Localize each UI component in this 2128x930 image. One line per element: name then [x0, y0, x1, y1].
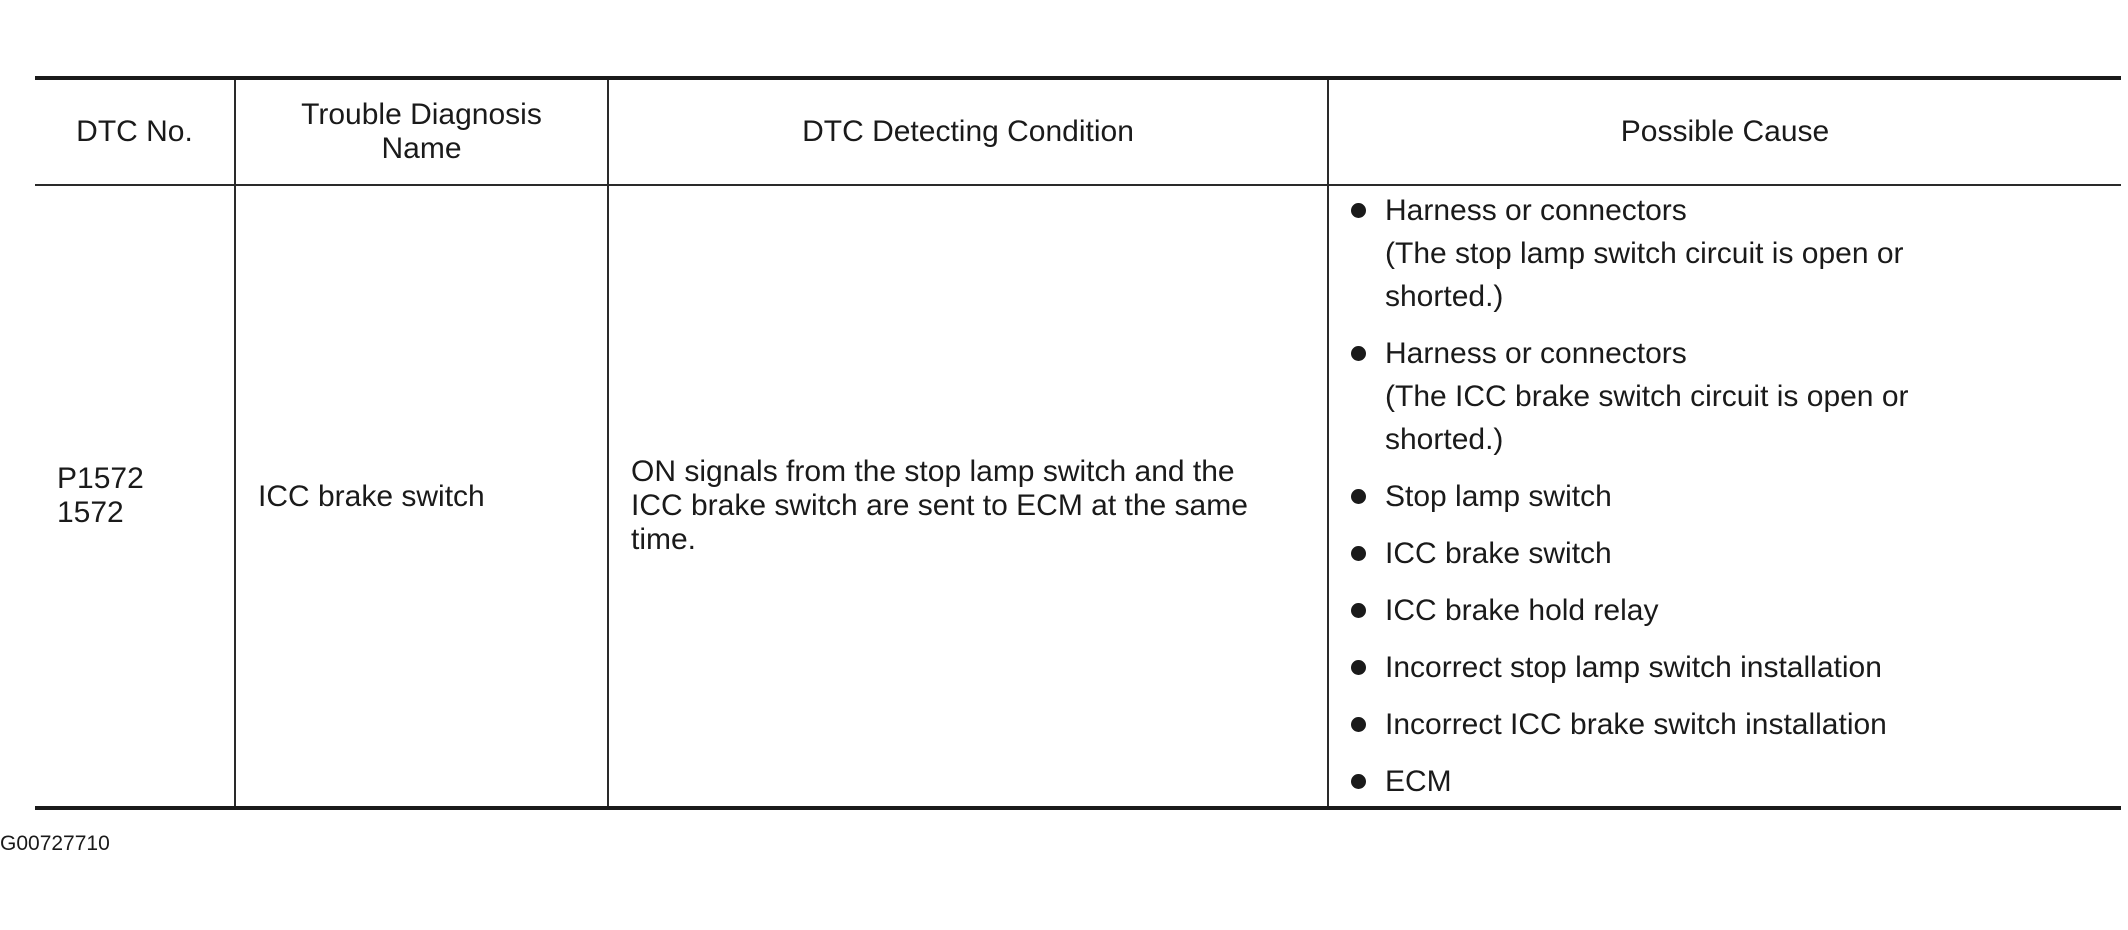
cause-2-line-1: Harness or connectors — [1385, 337, 1687, 370]
condition-line-3: time. — [631, 523, 697, 556]
list-item — [1351, 760, 2121, 803]
bullet-icon — [1351, 203, 1366, 218]
header-trouble-diagnosis-name — [235, 78, 608, 185]
header-possible-cause: Possible Cause — [1328, 78, 2121, 185]
cause-7: Incorrect ICC brake switch installation — [1385, 708, 1887, 741]
condition-line-1: ON signals from the stop lamp switch and the — [631, 455, 1235, 488]
bullet-icon — [1351, 717, 1366, 732]
header-dtc-no: DTC No. — [35, 78, 235, 185]
bullet-icon — [1351, 346, 1366, 361]
possible-cause-list — [1329, 189, 2121, 803]
dtc-table — [35, 76, 2121, 810]
cause-1-line-2: (The stop lamp switch circuit is open or — [1385, 237, 1904, 270]
cell-dtc-no — [35, 185, 235, 808]
header-trouble-diagnosis-name-line-1: Trouble Diagnosis — [301, 98, 542, 131]
cause-8: ECM — [1385, 765, 1452, 798]
cause-1-line-1: Harness or connectors — [1385, 194, 1687, 227]
cause-6: Incorrect stop lamp switch installation — [1385, 651, 1882, 684]
list-item — [1351, 589, 2121, 632]
dtc-code-secondary: 1572 — [57, 496, 124, 529]
cause-2-line-3: shorted.) — [1385, 423, 1504, 456]
bullet-icon — [1351, 489, 1366, 504]
condition-line-2: ICC brake switch are sent to ECM at the same — [631, 489, 1248, 522]
list-item — [1351, 332, 2121, 461]
header-trouble-diagnosis-name-line-2: Name — [381, 132, 462, 165]
cell-dtc-detecting-condition — [608, 185, 1328, 808]
cause-3: Stop lamp switch — [1385, 480, 1612, 513]
bullet-icon — [1351, 660, 1366, 675]
trouble-diagnosis-name-text: ICC brake switch — [258, 479, 485, 513]
figure-code: G00727710 — [0, 832, 110, 855]
list-item — [1351, 189, 2121, 318]
list-item — [1351, 646, 2121, 689]
bullet-icon — [1351, 546, 1366, 561]
cause-4: ICC brake switch — [1385, 537, 1612, 570]
cell-possible-cause — [1328, 185, 2121, 808]
cell-trouble-diagnosis-name — [235, 185, 608, 808]
list-item — [1351, 532, 2121, 575]
cause-2-line-2: (The ICC brake switch circuit is open or — [1385, 380, 1909, 413]
list-item — [1351, 703, 2121, 746]
list-item — [1351, 475, 2121, 518]
dtc-code-primary: P1572 — [57, 462, 144, 495]
bullet-icon — [1351, 774, 1366, 789]
header-dtc-detecting-condition: DTC Detecting Condition — [608, 78, 1328, 185]
table-row — [35, 185, 2121, 808]
cause-1-line-3: shorted.) — [1385, 280, 1504, 313]
bullet-icon — [1351, 603, 1366, 618]
cause-5: ICC brake hold relay — [1385, 594, 1659, 627]
table-header-row — [35, 78, 2121, 185]
